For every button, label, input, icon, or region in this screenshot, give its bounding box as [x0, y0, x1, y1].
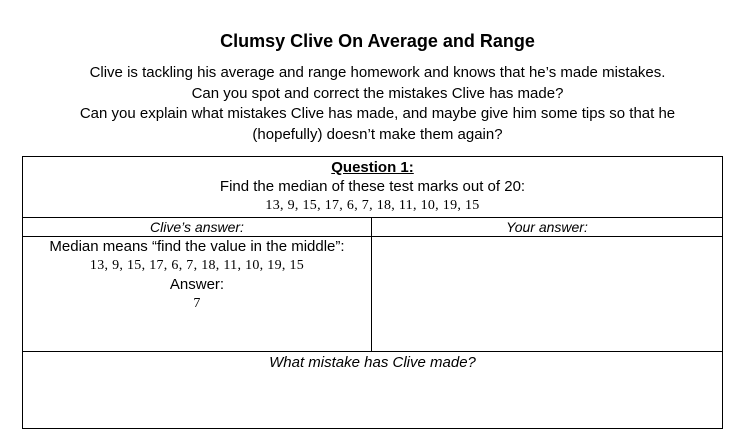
mistake-cell[interactable] — [23, 352, 723, 429]
your-answer-header: Your answer: — [372, 218, 723, 237]
question-prompt: Find the median of these test marks out of 20: — [219, 178, 526, 195]
intro-line: Can you explain what mistakes Clive has made, and maybe give him some tips so that he — [79, 105, 676, 122]
intro-text — [0, 63, 755, 145]
question-cell — [23, 157, 723, 218]
clive-answer-header: Clive’s answer: — [23, 218, 372, 237]
mistake-prompt: What mistake has Clive made? — [269, 354, 476, 371]
clive-data: 13, 9, 15, 17, 6, 7, 18, 11, 10, 19, 15 — [89, 258, 305, 273]
intro-line: (hopefully) doesn’t make them again? — [252, 125, 503, 143]
page-title: Clumsy Clive On Average and Range — [220, 31, 535, 51]
question-table — [22, 156, 723, 429]
clive-answer-label: Answer: — [169, 276, 225, 293]
intro-line: Clive is tackling his average and range homework and knows that he’s made mistakes. — [89, 64, 666, 81]
clive-explanation: Median means “find the value in the middle”: — [49, 238, 345, 255]
your-answer-cell[interactable] — [372, 237, 723, 352]
intro-line: Can you spot and correct the mistakes Clive has made? — [191, 84, 564, 102]
clive-answer-cell — [23, 237, 372, 352]
question-data: 13, 9, 15, 17, 6, 7, 18, 11, 10, 19, 15 — [265, 198, 480, 213]
question-heading: Question 1: — [331, 159, 414, 176]
clive-answer-value: 7 — [193, 296, 201, 311]
